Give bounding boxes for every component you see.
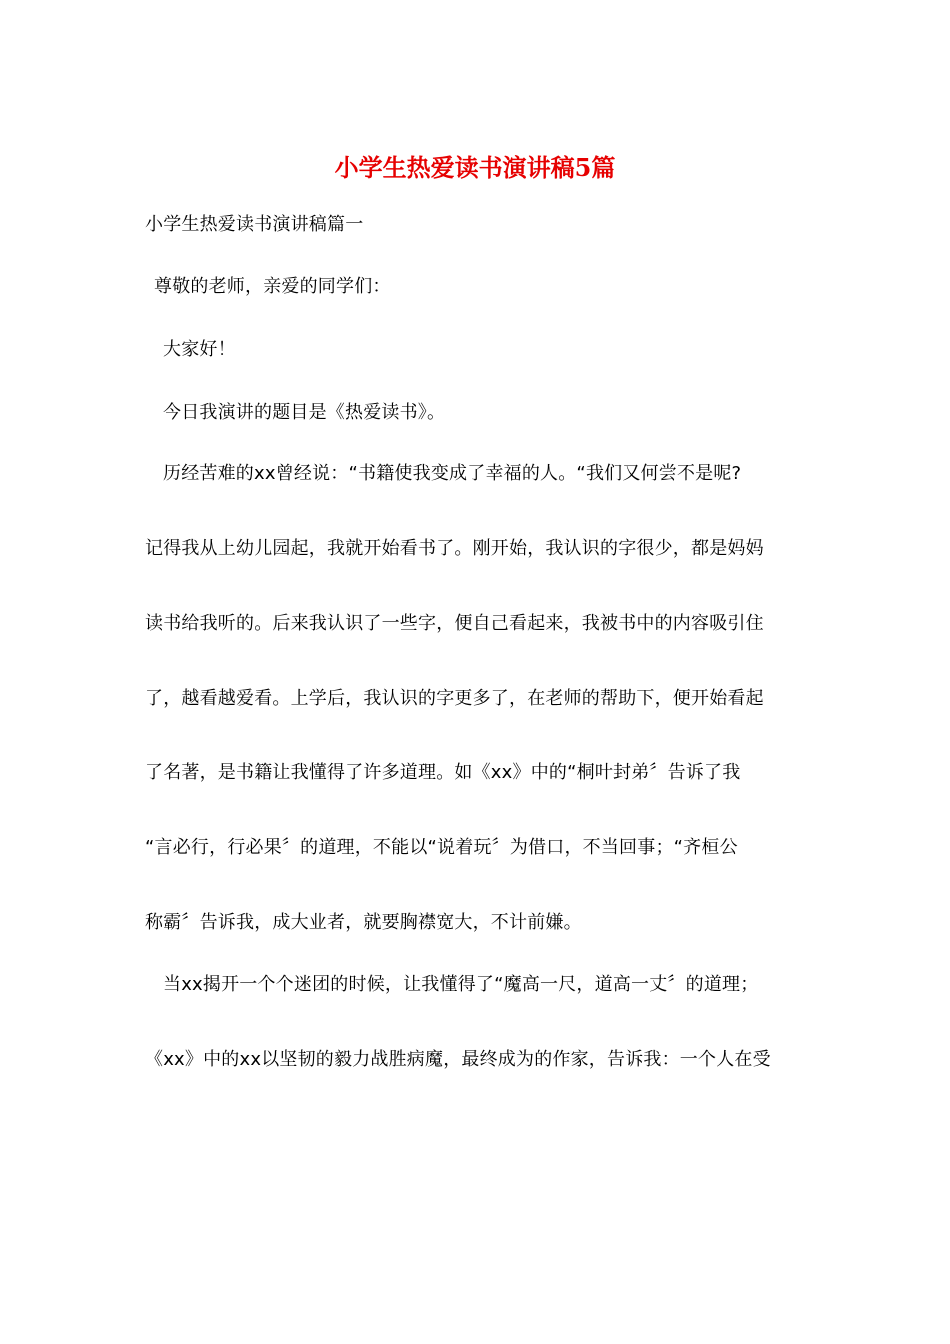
document-title: 小学生热爱读书演讲稿5篇: [334, 153, 616, 182]
paragraph-line: 《xx》中的xx以坚韧的毅力战胜病魔，最终成为的作家，告诉我：一个人在受: [145, 1049, 771, 1070]
greeting: 大家好！: [163, 339, 236, 360]
paragraph-line: “言必行，行必果〞的道理，不能以“说着玩〞为借口，不当回事；“齐桓公: [145, 837, 738, 858]
paragraph-line: 记得我从上幼儿园起，我就开始看书了。刚开始，我认识的字很少，都是妈妈: [145, 538, 764, 559]
section-heading: 小学生热爱读书演讲稿篇一: [145, 214, 364, 235]
paragraph-line: 了名著，是书籍让我懂得了许多道理。如《xx》中的“桐叶封弟〞告诉了我: [145, 762, 741, 783]
paragraph-line: 历经苦难的xx曾经说：“书籍使我变成了幸福的人。“我们又何尝不是呢?: [163, 463, 742, 484]
speech-topic: 今日我演讲的题目是《热爱读书》。: [163, 402, 446, 423]
paragraph-line: 当xx揭开一个个迷团的时候，让我懂得了“魔高一尺，道高一丈〞的道理；: [163, 974, 759, 995]
paragraph-line: 读书给我听的。后来我认识了一些字，便自己看起来，我被书中的内容吸引住: [145, 613, 764, 634]
salutation: 尊敬的老师，亲爱的同学们：: [154, 276, 391, 297]
paragraph-line: 称霸〞告诉我，成大业者，就要胸襟宽大，不计前嫌。: [145, 912, 582, 933]
paragraph-line: 了，越看越爱看。上学后，我认识的字更多了，在老师的帮助下，便开始看起: [145, 688, 764, 709]
